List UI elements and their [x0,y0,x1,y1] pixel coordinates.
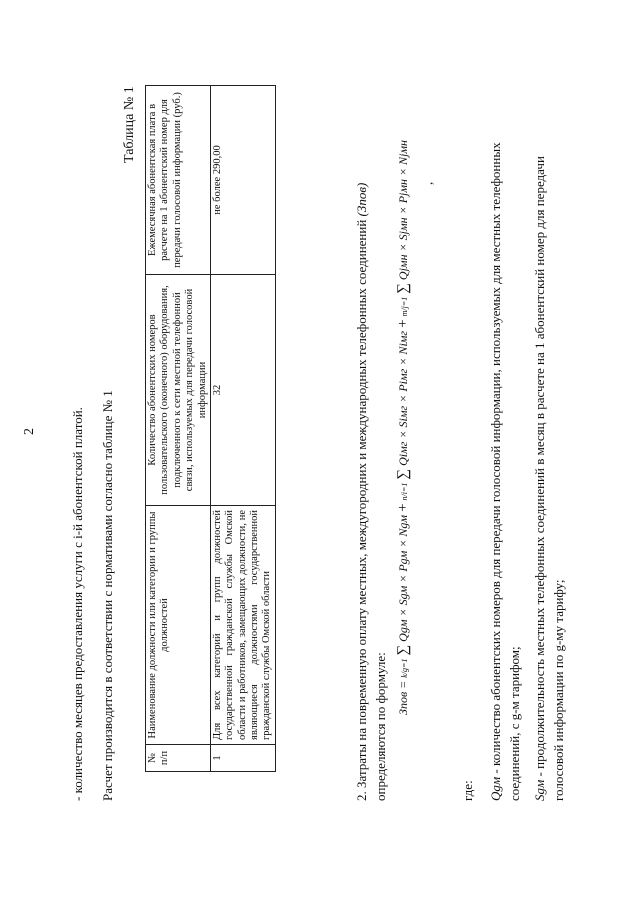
cell-name: Для всех категорий и групп должностей государственной гражданской службы Омской области и работников, замещающих должности, не являющиеся должностями государственной гражданской службы Омской области [210,506,275,745]
text-months-line: - количество месяцев предоставления услуги с i-й абонентской платой. [70,407,85,801]
paragraph-2 [352,111,390,801]
formula-part1: Qgм × Sgм × Pgм × Ngм [396,514,410,642]
where-label: где: [460,780,475,801]
sum-sign-icon: ∑ [395,644,411,656]
definition-1 [486,111,524,801]
cell-num: 1 [210,745,275,772]
definition-2-text: - продолжительность местных телефонных соединений в месяц в расчете на 1 абонентский номер для передачи голосовой информации по g-му тарифу; [532,156,566,801]
formula-part2: Qiмг × Siмг × Piмг × Niмг [396,330,410,466]
header-count: Количество абонентских номеров пользовательского (оконечного) оборудования, подключенного к сети местной телефонной связи, используемых для передачи голосовой информации [146,275,211,506]
text-calc-line: Расчет производится в соответствии с нормативами согласно таблице № 1 [100,390,115,801]
page-number: 2 [22,428,37,435]
definition-2-symbol: Sgм [532,779,547,801]
sum-sign-icon: ∑ [395,468,411,480]
definition-1-symbol: Qgм [488,776,503,801]
cell-count: 32 [210,275,275,506]
sum-sign-icon: ∑ [395,283,411,294]
sum1-bounds: k/g=1 [400,658,409,678]
sum2-bounds: n/i=1 [400,482,409,501]
table-header-row [146,86,211,772]
definition-1-text: - количество абонентских номеров для передачи голосовой информации, используемых для местных телефонных соединений, с g-м тарифом; [488,142,522,801]
paragraph-2-tail: определяются по формуле: [373,652,388,801]
formula-lhs: Зпов = [396,680,410,715]
header-name: Наименование должности или категории и группы должностей [146,506,211,745]
cell-fee: не более 290,00 [210,86,275,275]
formula-comma: , [420,181,435,185]
definition-2 [530,111,568,801]
formula: Зпов = k/g=1 ∑ Qgм × Sgм × Pgм × Ngм + n/i=1 ∑ Qiмг × Siмг × Piмг × Niмг + m/j=1 ∑ Qjмн × Sjмн × Pjмн × Njмн [395,139,411,715]
paragraph-2-text: 2. Затраты на повременную оплату местных, междугородних и международных телефонных соединений [354,219,369,801]
paragraph-2-symbol: (Зпов) [354,182,369,217]
table-row [210,86,275,772]
header-fee: Ежемесячная абонентская плата в расчете на 1 абонентский номер для передачи голосовой информации (руб.) [146,86,211,275]
formula-part3: Qjмн × Sjмн × Pjмн × Njмн [396,139,410,281]
table-title: Таблица № 1 [122,86,137,163]
sum3-bounds: m/j=1 [400,296,409,317]
norms-table [145,85,276,772]
header-num: № п/п [146,745,211,772]
